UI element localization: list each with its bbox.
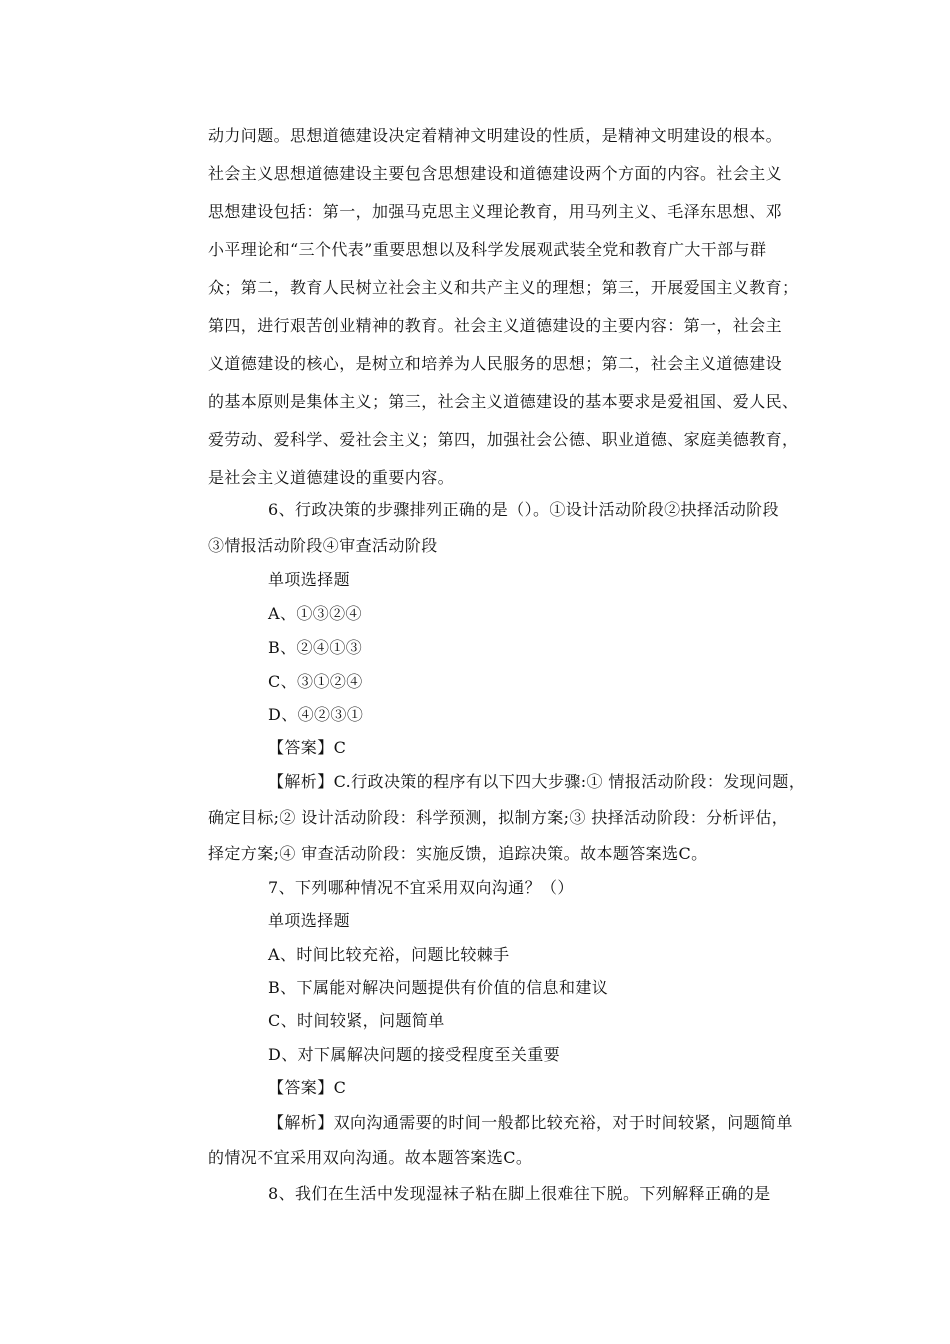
paragraph-line: 动力问题。思想道德建设决定着精神文明建设的性质，是精神文明建设的根本。	[208, 126, 783, 145]
question-6-answer: 【答案】C	[268, 738, 347, 757]
paragraph-line: 众；第二，教育人民树立社会主义和共产主义的理想；第三，开展爱国主义教育；	[208, 278, 799, 297]
question-7-type: 单项选择题	[268, 911, 351, 930]
question-7-analysis: 【解析】双向沟通需要的时间一般都比较充裕，对于时间较紧，问题简单	[268, 1113, 793, 1132]
question-6-option-b: B、②④①③	[268, 638, 363, 657]
question-8-text: 8、我们在生活中发现湿袜子粘在脚上很难往下脱。下列解释正确的是	[268, 1184, 771, 1203]
paragraph-line: 的基本原则是集体主义；第三，社会主义道德建设的基本要求是爱祖国、爱人民、	[208, 392, 799, 411]
question-7-option-b: B、下属能对解决问题提供有价值的信息和建议	[268, 978, 609, 997]
question-6-analysis: 【解析】C.行政决策的程序有以下四大步骤:① 情报活动阶段：发现问题，	[268, 772, 806, 791]
question-6-analysis-cont: 确定目标;② 设计活动阶段：科学预测，拟制方案;③ 抉择活动阶段：分析评估，	[208, 808, 789, 827]
question-6-text: 6、行政决策的步骤排列正确的是（）。①设计活动阶段②抉择活动阶段	[268, 500, 779, 519]
paragraph-line: 爱劳动、爱科学、爱社会主义；第四，加强社会公德、职业道德、家庭美德教育，	[208, 430, 799, 449]
question-6-analysis-cont: 择定方案;④ 审查活动阶段：实施反馈，追踪决策。故本题答案选C。	[208, 844, 708, 863]
question-6-text-cont: ③情报活动阶段④审查活动阶段	[208, 536, 438, 555]
question-6-option-a: A、①③②④	[268, 604, 362, 623]
question-6-type: 单项选择题	[268, 570, 351, 589]
question-6-option-c: C、③①②④	[268, 672, 363, 691]
paragraph-line: 社会主义思想道德建设主要包含思想建设和道德建设两个方面的内容。社会主义	[208, 164, 783, 183]
question-7-analysis-cont: 的情况不宜采用双向沟通。故本题答案选C。	[208, 1148, 533, 1167]
paragraph-line: 小平理论和“三个代表”重要思想以及科学发展观武装全党和教育广大干部与群	[208, 240, 767, 259]
paragraph-line: 是社会主义道德建设的重要内容。	[208, 468, 455, 487]
paragraph-line: 义道德建设的核心，是树立和培养为人民服务的思想；第二，社会主义道德建设	[208, 354, 783, 373]
question-7-option-d: D、对下属解决问题的接受程度至关重要	[268, 1045, 561, 1064]
question-6-option-d: D、④②③①	[268, 705, 364, 724]
question-7-text: 7、下列哪种情况不宜采用双向沟通？（）	[268, 878, 574, 897]
question-7-option-c: C、时间较紧，问题简单	[268, 1011, 445, 1030]
question-7-option-a: A、时间比较充裕，问题比较棘手	[268, 945, 510, 964]
paragraph-line: 思想建设包括：第一，加强马克思主义理论教育，用马列主义、毛泽东思想、邓	[208, 202, 783, 221]
paragraph-line: 第四，进行艰苦创业精神的教育。社会主义道德建设的主要内容：第一，社会主	[208, 316, 783, 335]
question-7-answer: 【答案】C	[268, 1078, 347, 1097]
